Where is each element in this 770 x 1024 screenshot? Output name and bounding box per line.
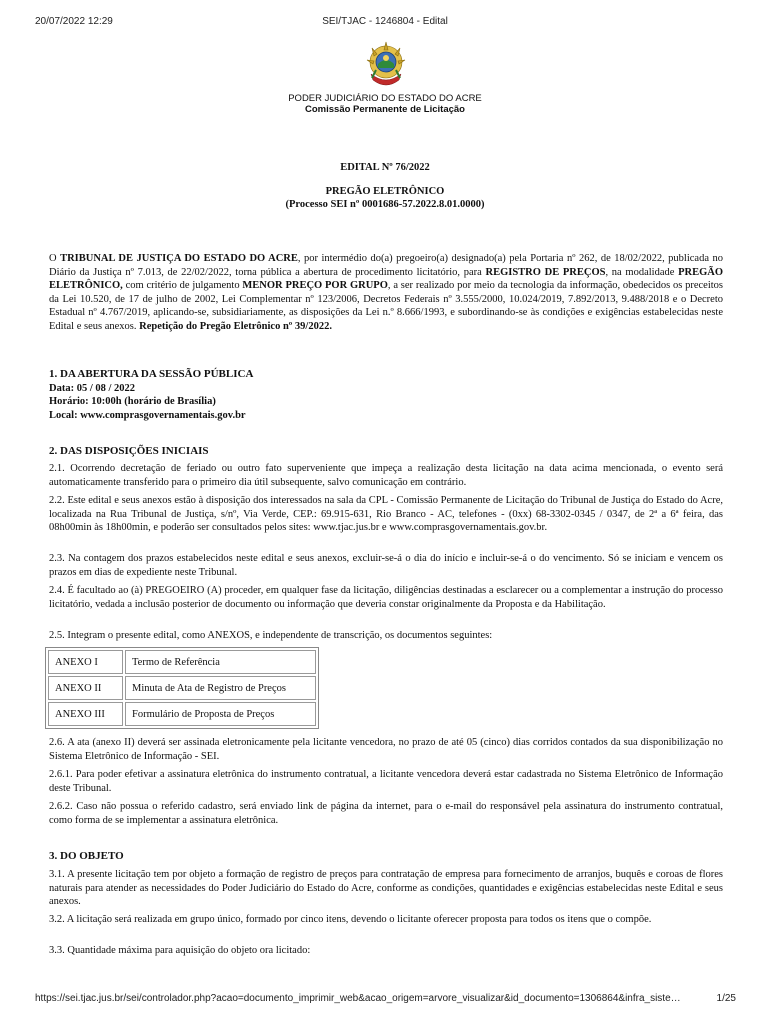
table-row	[48, 702, 316, 726]
section-3-heading: 3. DO OBJETO	[49, 850, 124, 862]
section-1-heading: 1. DA ABERTURA DA SESSÃO PÚBLICA	[49, 368, 254, 380]
print-header	[0, 0, 770, 36]
annexes-table	[45, 647, 319, 729]
paragraph-2-6-1: 2.6.1. Para poder efetivar a assinatura eletrônica do instrumento contratual, a licitante vencedora deverá estar cadastrada no Sistema Eletrônico de Informação deste Tribunal.	[49, 769, 723, 794]
paragraph-2-3: 2.3. Na contagem dos prazos estabelecidos neste edital e seus anexos, excluir-se-á o dia do início e incluir-se-á o do vencimento. Só se iniciam e vencem os prazos em dias de expediente neste Tribunal.	[49, 553, 723, 578]
pregao-title: PREGÃO ELETRÔNICO	[325, 186, 445, 197]
session-location: Local: www.comprasgovernamentais.gov.br	[49, 409, 246, 421]
org-name: PODER JUDICIÁRIO DO ESTADO DO ACRE	[288, 93, 482, 104]
print-url: https://sei.tjac.jus.br/sei/controlador.php?acao=documento_imprimir_web&acao_origem=arvore_visualizar&id_documento=1306864&infra_siste…	[35, 993, 681, 1004]
paragraph-2-5: 2.5. Integram o presente edital, como ANEXOS, e independente de transcrição, os documentos seguintes:	[49, 630, 493, 641]
edital-number: EDITAL Nº 76/2022	[340, 162, 430, 173]
section-2-heading: 2. DAS DISPOSIÇÕES INICIAIS	[49, 445, 209, 457]
annex-id: ANEXO III	[48, 702, 123, 726]
annex-id: ANEXO II	[48, 676, 123, 700]
paragraph-3-1: 3.1. A presente licitação tem por objeto a formação de registro de preços para contratação de empresa para fornecimento de arranjos, buquês e coroas de flores naturais para atender as necessidades do Poder Judiciário do Estado do Acre, conforme as condições, quantidades e exigências estabelecidas neste Edital e seus anexos.	[49, 869, 723, 907]
annex-description: Minuta de Ata de Registro de Preços	[125, 676, 316, 700]
paragraph-2-2: 2.2. Este edital e seus anexos estão à disposição dos interessados na sala da CPL - Comissão Permanente de Licitação do Tribunal de Justiça do Estado do Acre, localizada na Rua Tribunal de Justiça, s/nº, Via Verde, CEP.: 69.915-631, Rio Branco - AC, telefones - (0xx) 68-3302-0345 / 0347, de 2ª a 6ª feira, das 08h00min às 18h00min, e poderão ser consultados pelos sites: www.tjac.jus.br e www.comprasgovernamentais.gov.br.	[49, 495, 723, 533]
section-1	[49, 368, 723, 422]
org-committee: Comissão Permanente de Licitação	[305, 104, 465, 115]
paragraph-3-2: 3.2. A licitação será realizada em grupo único, formado por cinco itens, devendo o licitante oferecer proposta para todos os itens que o compõe.	[49, 914, 652, 925]
print-footer	[0, 993, 770, 1013]
organization-header	[0, 93, 770, 115]
table-row	[48, 650, 316, 674]
paragraph-2-6: 2.6. A ata (anexo II) deverá ser assinada eletronicamente pela licitante vencedora, no prazo de até 05 (cinco) dias corridos contados da sua disponibilização no Sistema Eletrônico de Informação - SEI.	[49, 737, 723, 762]
paragraph-3-3: 3.3. Quantidade máxima para aquisição do objeto ora licitado:	[49, 945, 311, 956]
annex-description: Formulário de Proposta de Preços	[125, 702, 316, 726]
page-number: 1/25	[716, 993, 736, 1004]
annex-description: Termo de Referência	[125, 650, 316, 674]
table-row	[48, 676, 316, 700]
print-doc-title: SEI/TJAC - 1246804 - Edital	[322, 16, 448, 27]
paragraph-2-4: 2.4. É facultado ao (à) PREGOEIRO (A) proceder, em qualquer fase da licitação, diligências destinadas a esclarecer ou a complementar a instrução do processo licitatório, vedada a inclusão posterior de documento ou informação que deveria constar originalmente da Proposta e da Habilitação.	[49, 585, 723, 610]
annex-id: ANEXO I	[48, 650, 123, 674]
paragraph-2-1: 2.1. Ocorrendo decretação de feriado ou outro fato superveniente que impeça a realização desta licitação na data acima mencionada, o evento será automaticamente transferido para o primeiro dia útil subsequente, salvo comunicação em contrário.	[49, 463, 723, 488]
paragraph-2-6-2: 2.6.2. Caso não possua o referido cadastro, será enviado link de página da internet, para o e-mail do responsável pela assinatura do instrumento contratual, como forma de se implementar a assinatura eletrônica.	[49, 801, 723, 826]
intro-paragraph: O TRIBUNAL DE JUSTIÇA DO ESTADO DO ACRE, por intermédio do(a) pregoeiro(a) designado(a) pela Portaria nº 262, de 18/02/2022, publicada no Diário da Justiça nº 7.013, de 22/02/2022, torna pública a abertura de procedimento licitatório, para REGISTRO DE PREÇOS, na modalidade PREGÃO ELETRÔNICO, com critério de julgamento MENOR PREÇO POR GRUPO, a ser realizado por meio da tecnologia da informação, obedecidos os preceitos da Lei 10.520, de 17 de julho de 2002, Lei Complementar nº 123/2006, Decretos Federais nº 3.555/2000, 10.024/2019, 7.892/2013, 9.488/2018 e o Decreto Estadual nº 4.767/2019, aplicando-se, subsidiariamente, as disposições da Lei n.º 8.666/1993, e subordinando-se às condições e exigências estabelecidas neste Edital e seus anexos. Repetição do Pregão Eletrônico nº 39/2022.	[49, 253, 724, 332]
print-datetime: 20/07/2022 12:29	[35, 16, 113, 27]
coat-of-arms-icon	[363, 40, 409, 92]
session-time: Horário: 10:00h (horário de Brasília)	[49, 396, 216, 407]
processo-number: (Processo SEI nº 0001686-57.2022.8.01.0000)	[285, 199, 485, 210]
session-date: Data: 05 / 08 / 2022	[49, 382, 136, 394]
